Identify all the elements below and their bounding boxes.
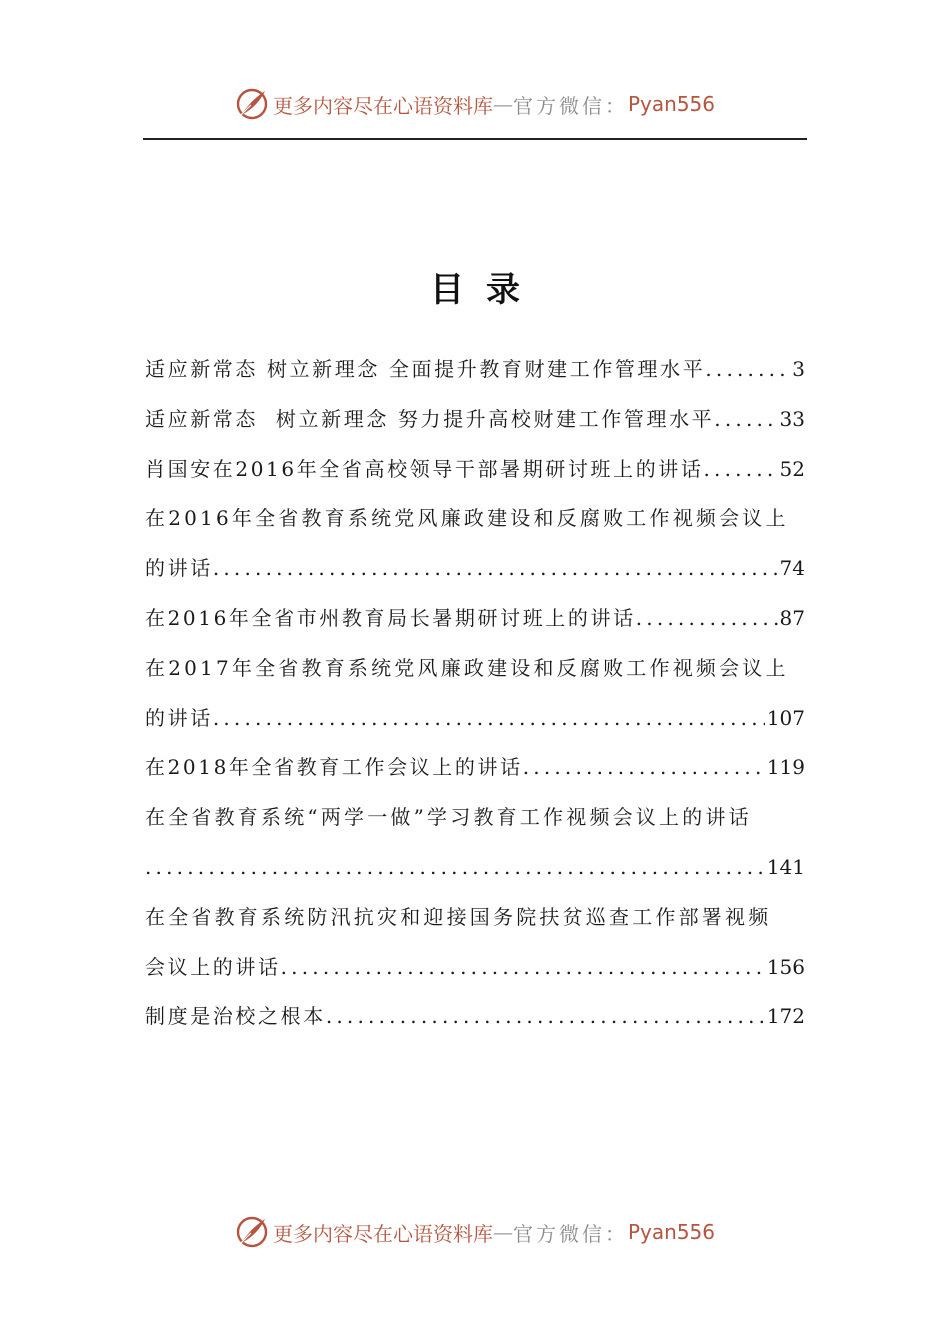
toc-entry-page: 107 — [766, 705, 805, 730]
footer-banner — [0, 1210, 950, 1254]
toc-entry[interactable] — [145, 793, 805, 893]
toc-entry-page: 52 — [779, 456, 805, 481]
toc-leader-dots — [704, 445, 778, 495]
toc-leader-dots — [145, 843, 765, 893]
banner-wechat-label: 官方微信： — [512, 1221, 628, 1246]
toc-leader-dots — [705, 345, 790, 395]
banner-separator: — — [492, 1220, 513, 1244]
toc-entry-page: 3 — [792, 357, 805, 381]
banner-wechat-label: 官方微信： — [512, 93, 628, 118]
toc-entry-title: 的讲话 — [145, 556, 213, 581]
page-title: 目录 — [430, 270, 542, 310]
toc-leader-dots — [523, 743, 765, 793]
banner-brand-text: 更多内容尽在心语资料库 — [272, 1221, 493, 1246]
toc-entry-title: 的讲话 — [145, 705, 213, 730]
toc-leader-dots — [636, 594, 778, 644]
toc-entry[interactable] — [145, 494, 805, 594]
banner-wechat-id: Pyan556 — [627, 1220, 715, 1244]
toc-leader-dots — [281, 943, 765, 993]
toc-entry-page: 33 — [779, 406, 805, 431]
toc-entry-title: 适应新常态 树立新理念 全面提升教育财建工作管理水平 — [145, 357, 706, 381]
banner-brand-text: 更多内容尽在心语资料库 — [272, 93, 493, 118]
toc-entry-page: 74 — [779, 556, 805, 581]
toc-entry-page: 172 — [766, 1004, 805, 1029]
banner-wechat-id: Pyan556 — [627, 92, 715, 116]
toc-entry-title-line1: 在2016年全省教育系统党风廉政建设和反腐败工作视频会议上 — [145, 506, 789, 531]
header-banner — [0, 82, 950, 126]
toc-entry[interactable] — [145, 594, 805, 644]
toc-entry[interactable] — [145, 893, 805, 993]
table-of-contents — [145, 345, 805, 1042]
banner-separator: — — [492, 92, 513, 116]
quill-logo-icon — [235, 87, 269, 121]
toc-entry-page: 156 — [766, 954, 805, 979]
toc-entry-page: 141 — [766, 854, 805, 879]
toc-entry-title: 适应新常态 树立新理念 努力提升高校财建工作管理水平 — [145, 406, 715, 431]
toc-entry-title-line1: 在全省教育系统“两学一做”学习教育工作视频会议上的讲话 — [145, 805, 752, 830]
toc-entry[interactable] — [145, 395, 805, 445]
toc-entry-title: 在2018年全省教育工作会议上的讲话 — [145, 755, 523, 780]
toc-entry-title: 会议上的讲话 — [145, 954, 281, 979]
toc-entry-title: 肖国安在2016年全省高校领导干部暑期研讨班上的讲话 — [145, 456, 704, 481]
toc-entry-page: 119 — [766, 755, 805, 780]
quill-logo-icon — [235, 1215, 269, 1249]
toc-entry-title: 在2016年全省市州教育局长暑期研讨班上的讲话 — [145, 605, 636, 630]
toc-entry-title-line1: 在全省教育系统防汛抗灾和迎接国务院扶贫巡查工作部署视频 — [145, 904, 772, 929]
toc-entry[interactable] — [145, 445, 805, 495]
toc-leader-dots — [326, 992, 765, 1042]
toc-entry[interactable] — [145, 345, 805, 395]
header-divider — [143, 138, 807, 140]
toc-leader-dots — [213, 544, 778, 594]
toc-leader-dots — [714, 395, 777, 445]
toc-entry[interactable] — [145, 743, 805, 793]
toc-entry[interactable] — [145, 992, 805, 1042]
toc-entry-page: 87 — [779, 605, 805, 630]
toc-leader-dots — [213, 694, 765, 744]
toc-entry-title: 制度是治校之根本 — [145, 1004, 326, 1029]
toc-entry-title-line1: 在2017年全省教育系统党风廉政建设和反腐败工作视频会议上 — [145, 655, 789, 680]
toc-entry[interactable] — [145, 644, 805, 744]
